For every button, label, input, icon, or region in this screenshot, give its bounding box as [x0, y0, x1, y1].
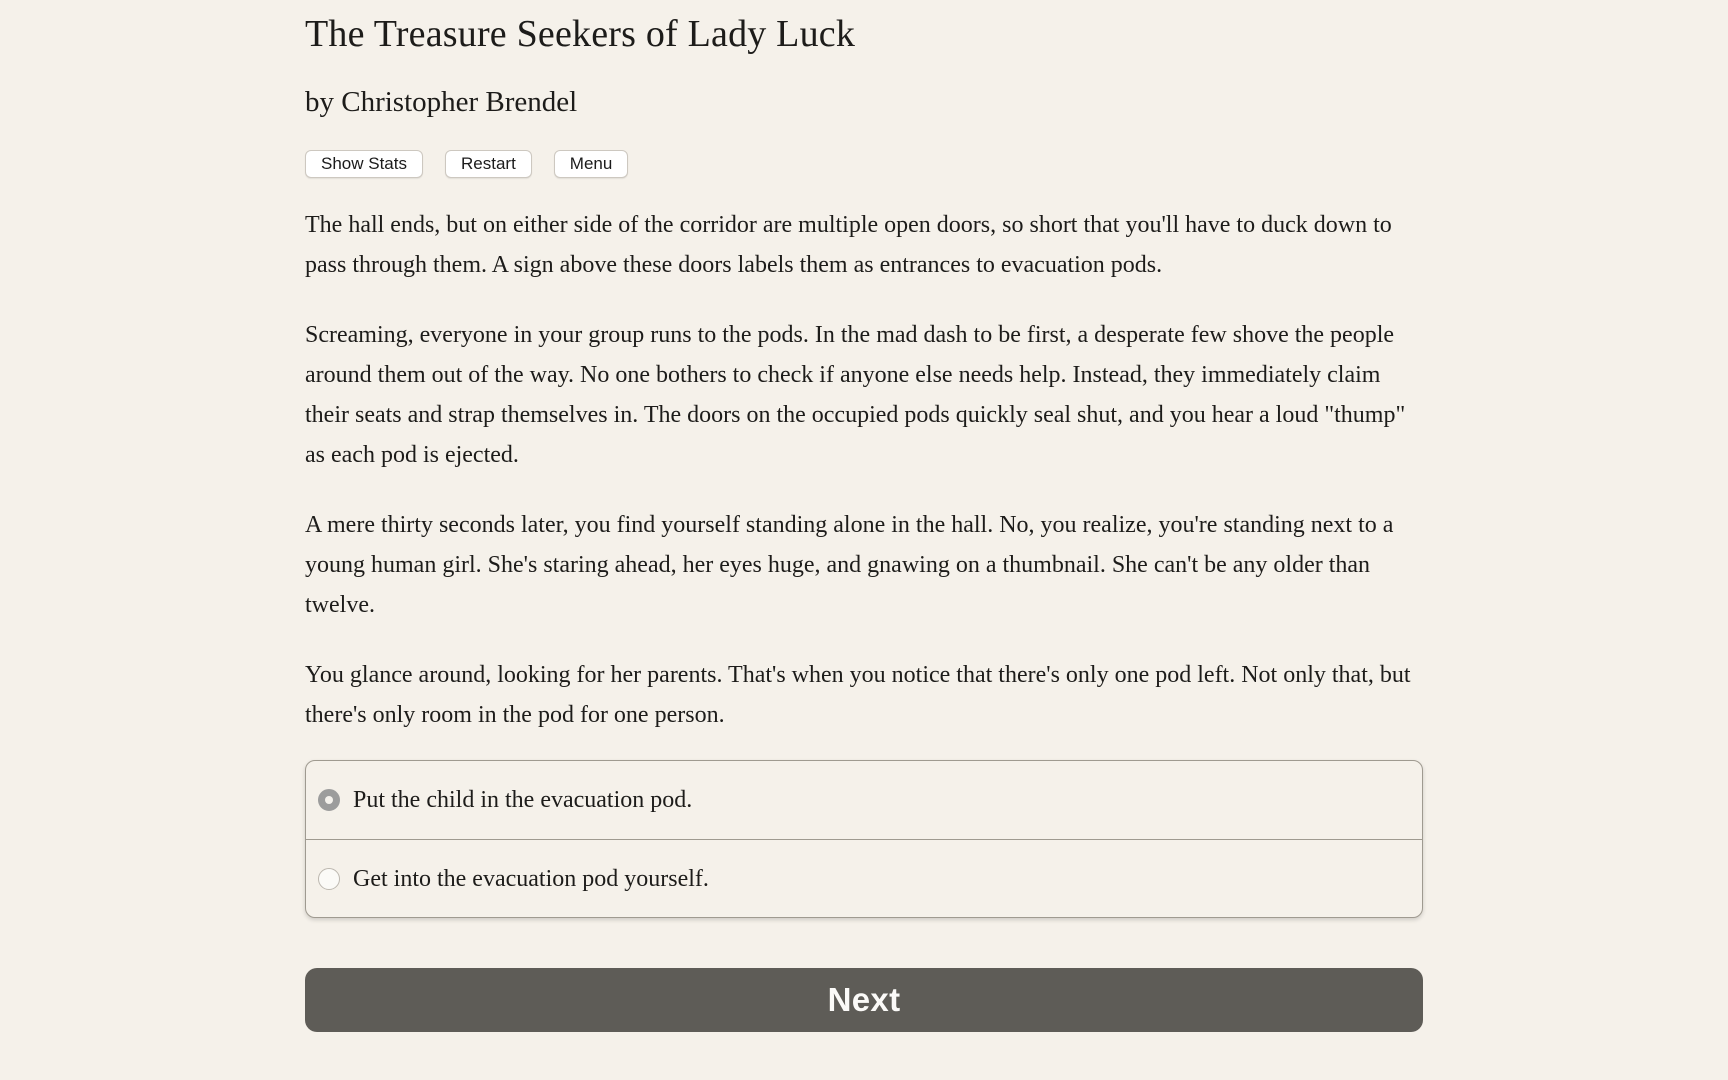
choice-label: Get into the evacuation pod yourself.: [353, 865, 709, 892]
choice-option-get-in-pod-yourself[interactable]: [306, 839, 1422, 917]
choice-label: Put the child in the evacuation pod.: [353, 787, 693, 813]
restart-button[interactable]: Restart: [445, 150, 532, 178]
toolbar: [305, 150, 1423, 178]
next-button[interactable]: Next: [305, 968, 1423, 1032]
menu-button[interactable]: Menu: [554, 150, 629, 178]
story-paragraph: Screaming, everyone in your group runs to the pods. In the mad dash to be first, a desperate few shove the people around them out of the way. No one bothers to check if anyone else needs help. Instead, they immediately claim their seats and strap themselves in. The doors on the occupied pods quickly seal shut, and you hear a loud "thump" as each pod is ejected.: [305, 322, 1406, 468]
story-paragraph: You glance around, looking for her parents. That's when you notice that there's only one pod left. Not only that, but there's only room in the pod for one person.: [305, 662, 1411, 728]
story-text: [305, 205, 1423, 735]
page-title: The Treasure Seekers of Lady Luck: [305, 13, 856, 55]
choice-radio-1[interactable]: [318, 868, 340, 890]
show-stats-button[interactable]: Show Stats: [305, 150, 423, 178]
game-page: [305, 0, 1423, 1032]
choice-group: [305, 760, 1423, 918]
choice-option-put-child-in-pod[interactable]: [306, 761, 1422, 839]
story-paragraph: A mere thirty seconds later, you find yourself standing alone in the hall. No, you realize, you're standing next to a young human girl. She's staring ahead, her eyes huge, and gnawing on a thumbnail. She can't be any older than twelve.: [305, 512, 1394, 618]
choice-radio-0[interactable]: [318, 789, 340, 811]
author-byline: by Christopher Brendel: [305, 86, 578, 118]
story-paragraph: The hall ends, but on either side of the corridor are multiple open doors, so short that you'll have to duck down to pass through them. A sign above these doors labels them as entrances to evacuation pods.: [305, 212, 1392, 278]
